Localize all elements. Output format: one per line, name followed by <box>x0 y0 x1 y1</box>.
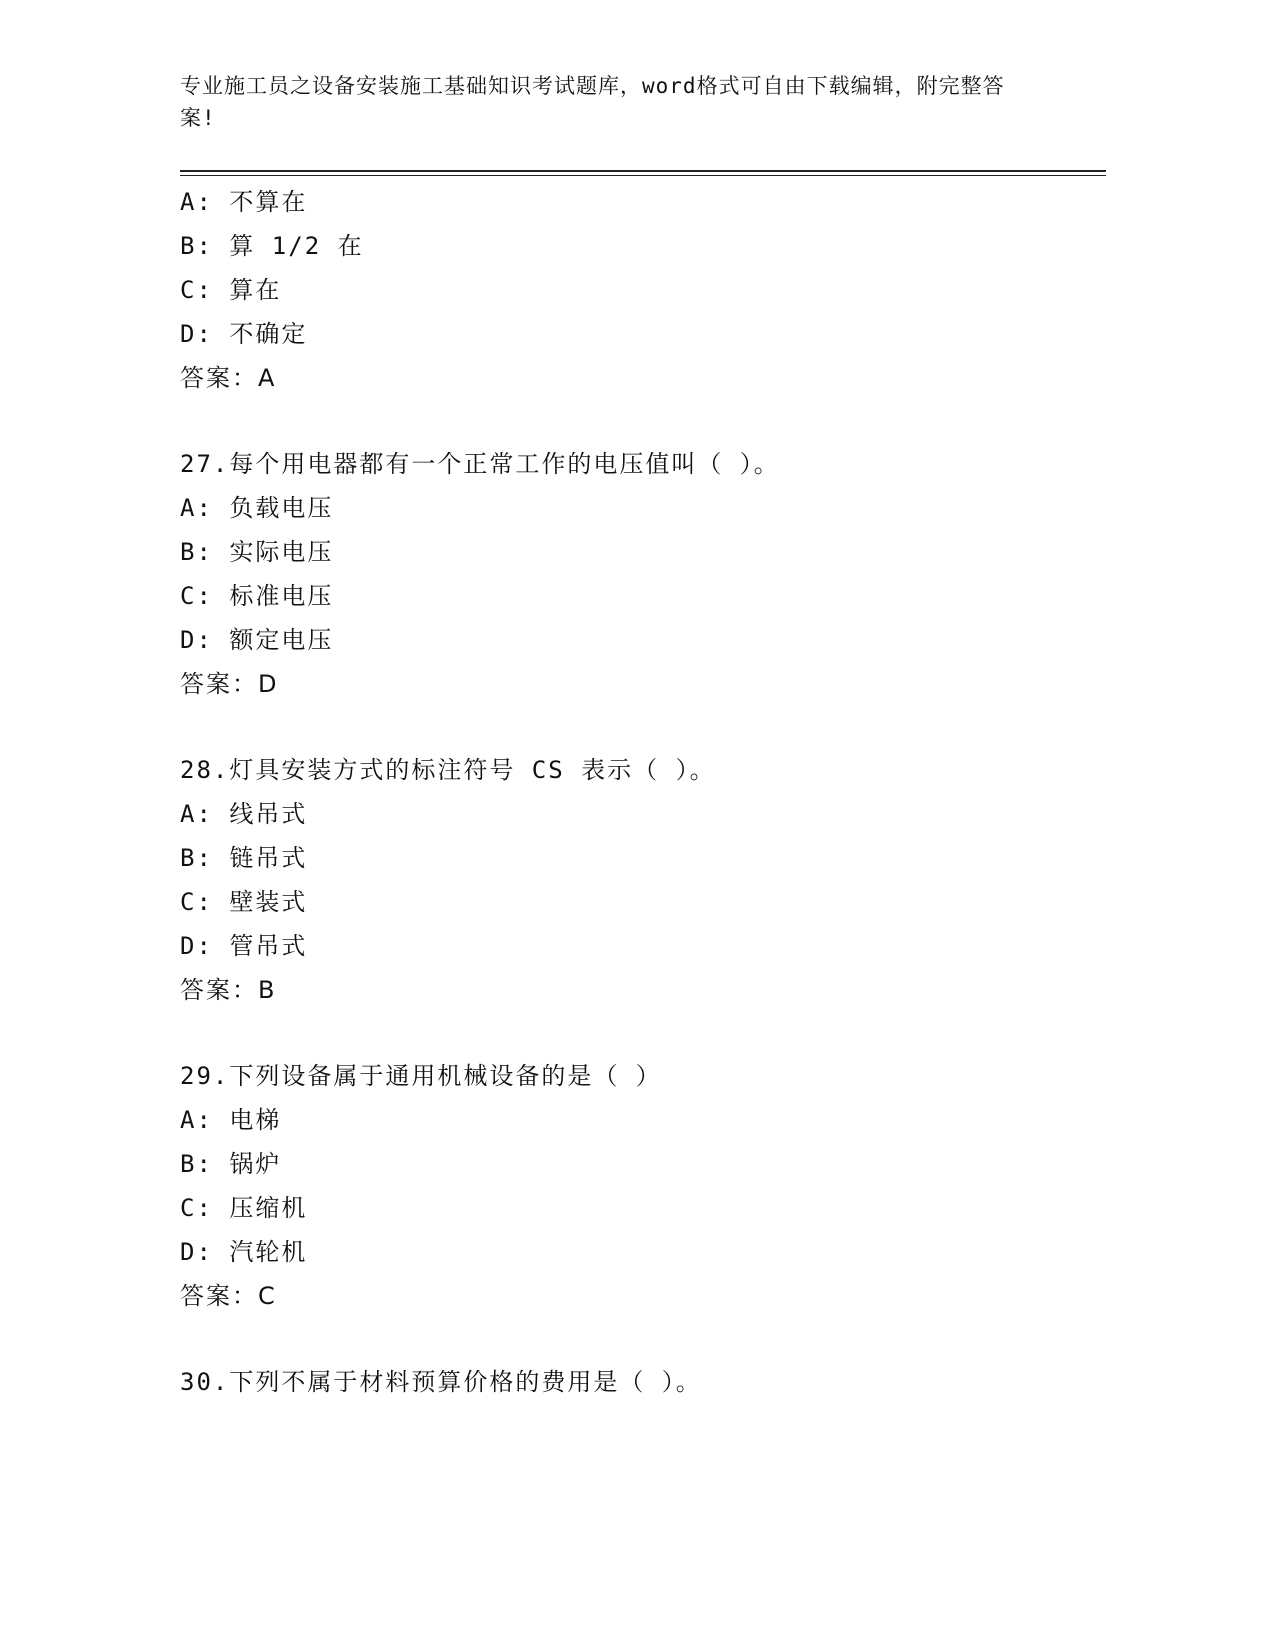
question-block <box>180 1054 1106 1318</box>
question-text: 27.每个用电器都有一个正常工作的电压值叫（ ）。 <box>180 450 780 478</box>
option-d: D: 汽轮机 <box>180 1238 308 1266</box>
option-c: C: 壁装式 <box>180 888 308 916</box>
question-text: 28.灯具安装方式的标注符号 CS 表示（ ）。 <box>180 756 716 784</box>
answer-line: 答案：A <box>180 364 277 392</box>
option-a: A: 电梯 <box>180 1106 282 1134</box>
header-divider-thin <box>180 175 1106 176</box>
option-a: A: 线吊式 <box>180 800 308 828</box>
option-b: B: 链吊式 <box>180 844 308 872</box>
option-b: B: 算 1/2 在 <box>180 232 364 260</box>
option-d: D: 不确定 <box>180 320 308 348</box>
document-header: 专业施工员之设备安装施工基础知识考试题库，word格式可自由下载编辑，附完整答案! <box>180 74 1005 130</box>
answer-line: 答案：C <box>180 1282 277 1310</box>
question-block <box>180 442 1106 706</box>
option-a: A: 不算在 <box>180 188 308 216</box>
option-a: A: 负载电压 <box>180 494 334 522</box>
option-d: D: 额定电压 <box>180 626 334 654</box>
question-block <box>180 1360 1106 1404</box>
question-list <box>180 180 1106 1404</box>
option-b: B: 锅炉 <box>180 1150 282 1178</box>
option-d: D: 管吊式 <box>180 932 308 960</box>
question-text: 29.下列设备属于通用机械设备的是（ ） <box>180 1062 662 1090</box>
header-divider <box>180 170 1106 172</box>
question-block <box>180 748 1106 1012</box>
question-block <box>180 180 1106 400</box>
option-c: C: 压缩机 <box>180 1194 308 1222</box>
question-text: 30.下列不属于材料预算价格的费用是（ ）。 <box>180 1368 702 1396</box>
option-c: C: 标准电压 <box>180 582 334 610</box>
answer-line: 答案：B <box>180 976 277 1004</box>
option-c: C: 算在 <box>180 276 282 304</box>
answer-line: 答案：D <box>180 670 279 698</box>
option-b: B: 实际电压 <box>180 538 334 566</box>
